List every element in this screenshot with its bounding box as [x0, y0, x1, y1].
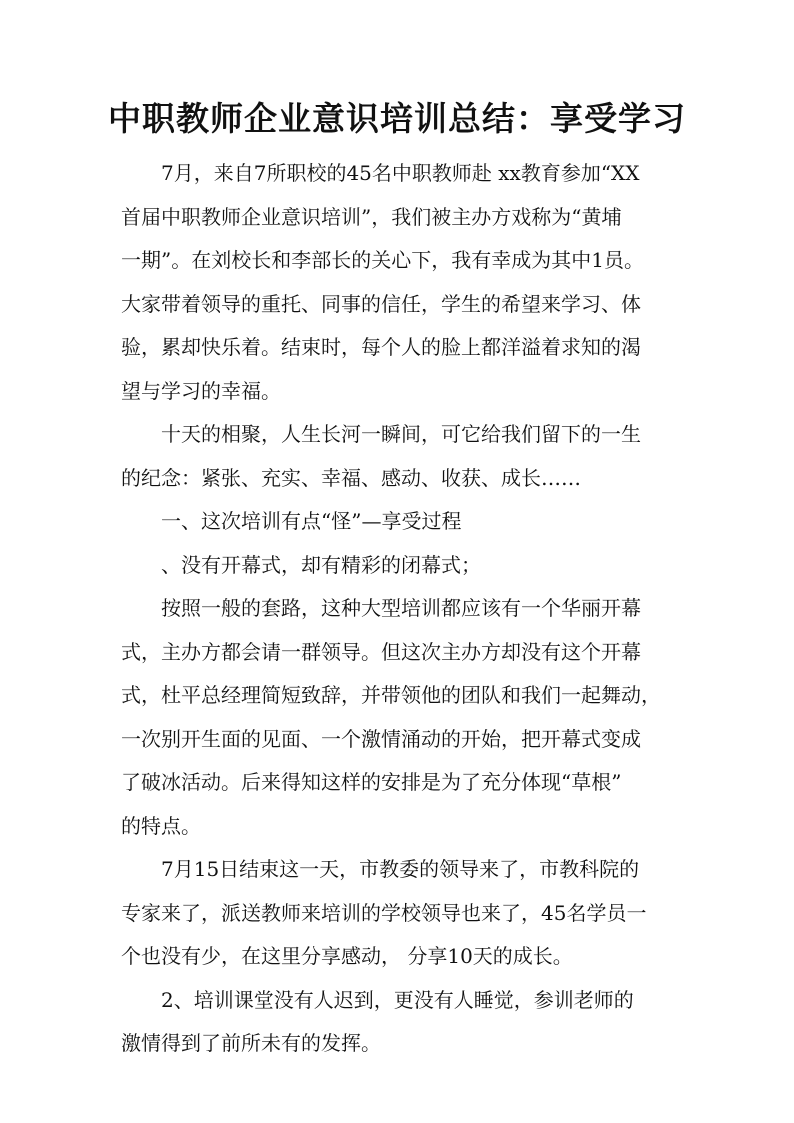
paragraph-line: 专家来了，派送教师来培训的学校领导也来了，45名学员一 [121, 900, 647, 925]
paragraph-line: 2、培训课堂没有人迟到，更没有人睡觉，参训老师的 [161, 987, 634, 1012]
section-heading: 一、这次培训有点“怪”—享受过程 [161, 509, 462, 533]
paragraph-line: 一期”。在刘校长和李部长的关心下，我有幸成为其中1员。 [121, 248, 644, 272]
paragraph-line: 验，累却快乐着。结束时，每个人的脸上都洋溢着求知的渴 [121, 335, 641, 359]
paragraph-line: 按照一般的套路，这种大型培训都应该有一个华丽开幕 [161, 596, 641, 620]
document-body [121, 152, 681, 1066]
paragraph-line: 一次别开生面的见面、一个激情涌动的开始，把开幕式变成 [121, 726, 641, 751]
subsection-heading: 、没有开幕式，却有精彩的闭幕式； [161, 552, 481, 577]
paragraph-line: 式，杜平总经理简短致辞，并带领他的团队和我们一起舞动， [121, 683, 661, 707]
paragraph-line: 的纪念：紧张、充实、幸福、感动、收获、成长…… [121, 465, 581, 490]
paragraph-line: 的特点。 [121, 813, 201, 838]
paragraph-line: 了破冰活动。后来得知这样的安排是为了充分体现“草根” [121, 770, 622, 794]
paragraph-line: 望与学习的幸福。 [121, 378, 281, 403]
paragraph-line: 个也没有少，在这里分享感动， 分享10天的成长。 [121, 944, 573, 968]
document-title: 中职教师企业意识培训总结：享受学习 [108, 99, 686, 138]
paragraph-line: 7月，来自7所职校的45名中职教师赴 xx教育参加“XX [161, 161, 640, 185]
paragraph-line: 大家带着领导的重托、同事的信任，学生的希望来学习、体 [121, 291, 641, 316]
paragraph-line: 首届中职教师企业意识培训”，我们被主办方戏称为“黄埔 [121, 204, 622, 229]
paragraph-line: 激情得到了前所未有的发挥。 [121, 1031, 381, 1055]
paragraph-line: 式，主办方都会请一群领导。但这次主办方却没有这个开幕 [121, 639, 641, 664]
paragraph-line: 7月15日结束这一天，市教委的领导来了，市教科院的 [161, 857, 640, 881]
paragraph-line: 十天的相聚，人生长河一瞬间，可它给我们留下的一生 [161, 422, 641, 446]
